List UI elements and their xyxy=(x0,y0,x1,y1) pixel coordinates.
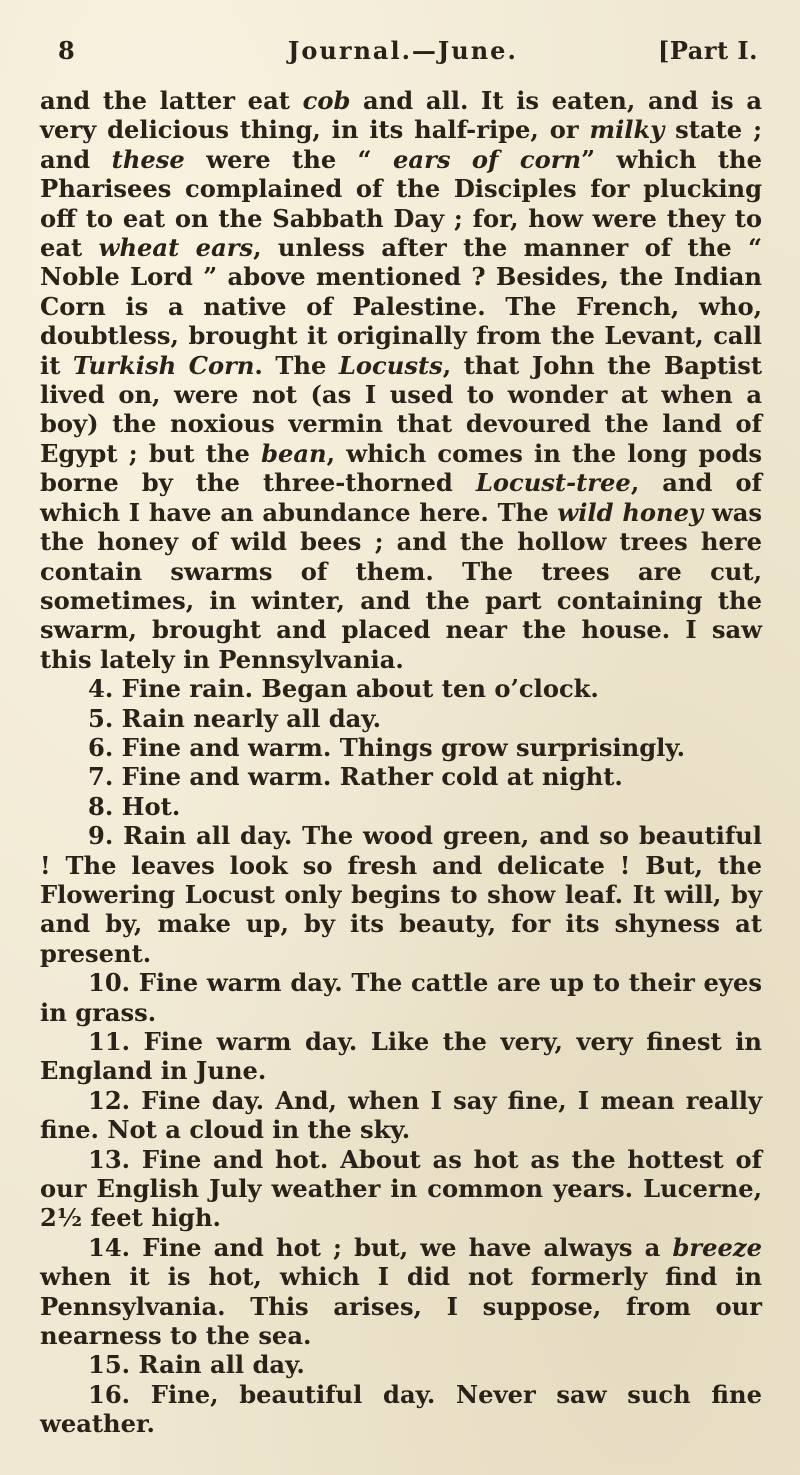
text-run: 15. Rain all day. xyxy=(88,1350,305,1380)
text-run: when it is hot, which I did not formerly find in Pennsylvania. This arises, I suppose, from our nearness to the sea. xyxy=(40,1262,762,1351)
text-run: 16. Fine, beautiful day. Never saw such fine weather. xyxy=(40,1379,762,1439)
text-run: , and of which I have an abundance here. The xyxy=(40,468,762,527)
journal-body xyxy=(40,86,762,1439)
page-number: 8 xyxy=(58,36,76,65)
text-run: state ; and xyxy=(40,115,763,174)
text-run: 14. Fine and hot ; but, we have always a xyxy=(88,1232,673,1262)
italic-text: Locusts xyxy=(338,350,443,380)
italic-text: Turkish Corn xyxy=(72,350,255,380)
part-label: [Part I. xyxy=(658,36,758,65)
journal-entry xyxy=(40,821,762,968)
italic-text: ears of corn xyxy=(393,144,582,174)
italic-text: milky xyxy=(589,115,665,145)
text-run: , unless after the manner of the “ Noble Lord ” above mentioned ? Besides, the Indian Corn is a native of Palestine. The French, who, doubtless, brought it originally from the Levant, call it xyxy=(40,233,763,380)
italic-text: bean xyxy=(261,438,327,468)
text-run: 10. Fine warm day. The cattle are up to their eyes in grass. xyxy=(40,968,762,1027)
journal-paragraph xyxy=(40,86,762,674)
text-run: 5. Rain nearly all day. xyxy=(88,703,382,733)
italic-text: these xyxy=(111,144,185,174)
italic-text: wheat ears xyxy=(98,233,254,263)
journal-entry xyxy=(40,1380,762,1439)
italic-text: breeze xyxy=(672,1232,762,1262)
journal-entry xyxy=(40,968,762,1027)
text-run: ” which the Pharisees complained of the Disciples for plucking off to eat on the Sabbath Day ; for, how were they to eat xyxy=(40,144,763,263)
text-run: 11. Fine warm day. Like the very, very finest in England in June. xyxy=(40,1027,762,1086)
journal-entry xyxy=(40,792,762,821)
journal-entry xyxy=(40,1027,762,1086)
journal-entry xyxy=(40,1350,762,1379)
italic-text: cob xyxy=(302,86,351,115)
text-run: 6. Fine and warm. Things grow surprisingly. xyxy=(88,732,686,762)
journal-entry xyxy=(40,733,762,762)
journal-entry xyxy=(40,704,762,733)
italic-text: wild honey xyxy=(557,497,704,527)
text-run: were the “ xyxy=(184,144,394,174)
italic-text: Locust-tree xyxy=(475,468,631,498)
running-title: Journal.—June. xyxy=(288,36,518,65)
text-run: 8. Hot. xyxy=(88,791,181,821)
journal-page xyxy=(40,30,762,1450)
journal-entry xyxy=(40,762,762,791)
text-run: 12. Fine day. And, when I say fine, I mean really fine. Not a cloud in the sky. xyxy=(40,1085,762,1145)
text-run: and all. It is eaten, and is a very delicious thing, in its half-ripe, or xyxy=(40,86,762,145)
text-run: 4. Fine rain. Began about ten o’clock. xyxy=(88,674,599,704)
text-run: 7. Fine and warm. Rather cold at night. xyxy=(88,762,623,792)
journal-entry xyxy=(40,674,762,703)
journal-entry xyxy=(40,1145,762,1233)
text-run: and the latter eat xyxy=(40,86,303,115)
journal-entry xyxy=(40,1233,762,1351)
page-header xyxy=(40,30,762,74)
text-run: . The xyxy=(254,350,339,380)
text-run: , that John the Baptist lived on, were not (as I used to wonder at when a boy) the noxious vermin that devoured the land of Egypt ; but the xyxy=(40,350,762,468)
text-run: 9. Rain all day. The wood green, and so beautiful ! The leaves look so fresh and delicate ! But, the Flowering Locust only begins to show leaf. It will, by and by, make up, by its beauty, for its shyness at present. xyxy=(40,821,762,968)
text-run: 13. Fine and hot. About as hot as the hottest of our English July weather in common years. Lucerne, 2½ feet high. xyxy=(40,1144,762,1233)
text-run: , which comes in the long pods borne by the three-thorned xyxy=(40,438,762,498)
journal-entry xyxy=(40,1086,762,1145)
text-run: was the honey of wild bees ; and the hollow trees here contain swarms of them. The trees are cut, sometimes, in winter, and the part containing the swarm, brought and placed near the house. I saw this lately in Pennsylvania. xyxy=(40,497,762,674)
